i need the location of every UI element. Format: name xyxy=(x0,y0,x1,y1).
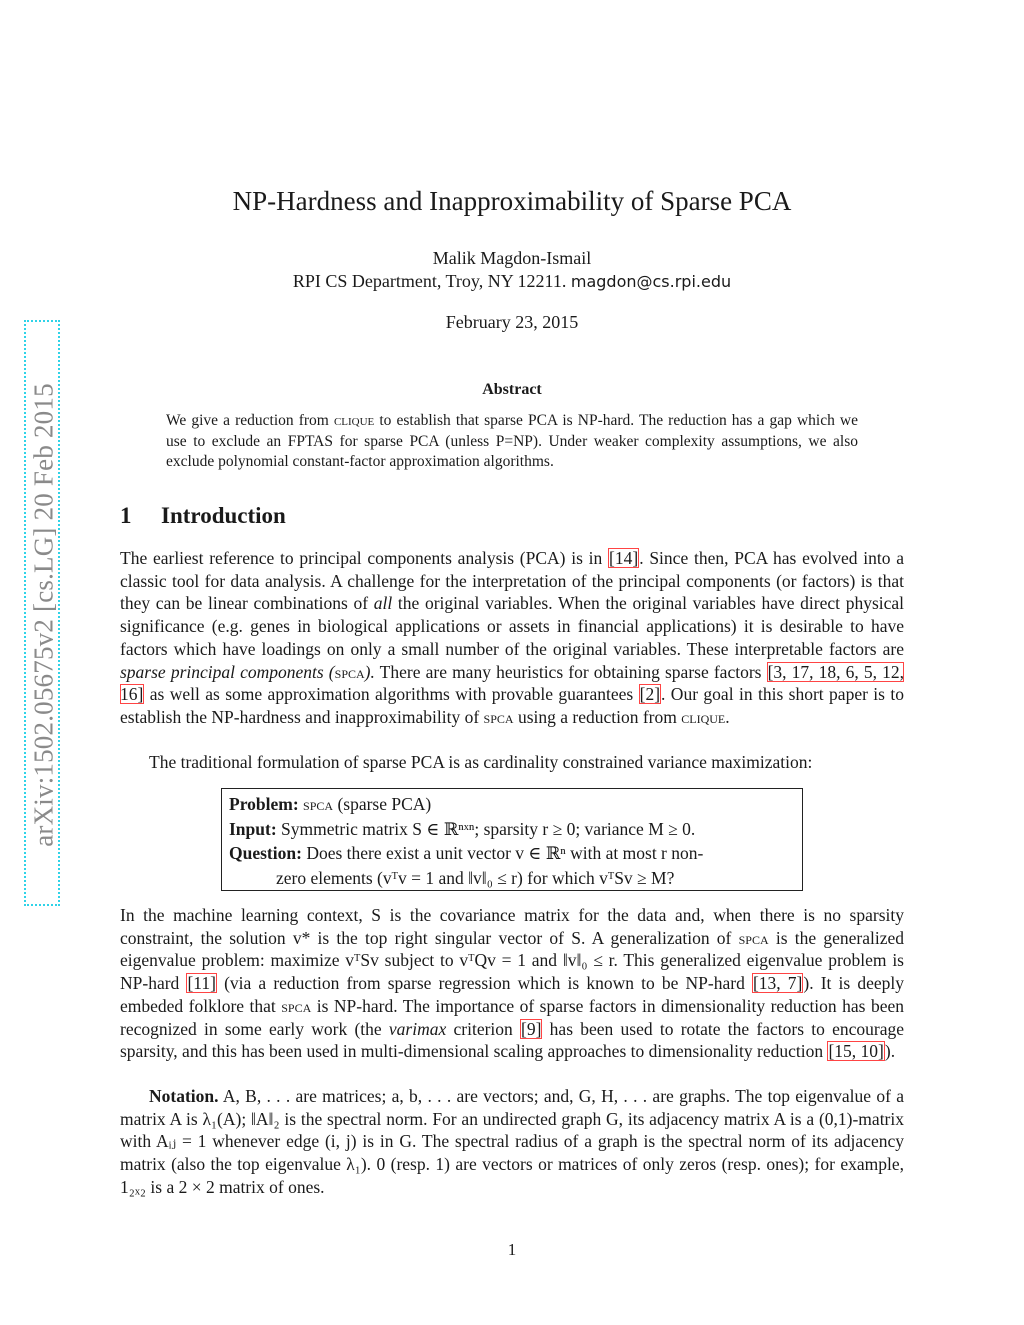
problem-label: Problem: xyxy=(229,794,299,814)
question-continuation: zero elements (vᵀv = 1 and ‖v‖₀ ≤ r) for which vᵀSv ≥ M? xyxy=(276,867,675,888)
clique-term: clique xyxy=(681,706,726,727)
author-name: Malik Magdon-Ismail xyxy=(432,248,592,268)
text-run: . xyxy=(725,706,730,727)
intro-paragraph-2: The traditional formulation of sparse PCA is as cardinality constrained variance maximization: xyxy=(149,752,813,772)
emphasis: all xyxy=(373,593,393,614)
notation-text: A, B, . . . are matrices; a, b, . . . are vectors; and, G, H, . . . are graphs. The top eigenvalue of a matrix A is λ₁(A); ‖A‖₂ is the spectral norm. For an undirected graph G, its adjacency matrix A is a (0,1)-matrix with Aᵢⱼ = 1 whenever edge (i, j) is in G. The spectral radius of a graph is the spectral norm of its adjacency matrix (also the top eigenvalue λ₁). 0 (resp. 1) are vectors or matrices of only zeros (resp. ones); for example, 1₂ₓ₂ is a 2 × 2 matrix of ones. xyxy=(120,1086,904,1197)
text-run: ). It is deeply embeded folklore that xyxy=(120,973,905,1016)
notation-paragraph xyxy=(120,1085,904,1199)
abstract-clique: clique xyxy=(333,412,375,429)
input-text: Symmetric matrix S ∈ ℝⁿˣⁿ; sparsity r ≥ 0; variance M ≥ 0. xyxy=(276,818,696,839)
input-line xyxy=(229,817,795,842)
abstract-heading: Abstract xyxy=(482,381,542,398)
text-run: . Our goal in this short paper is to establish the NP-hardness and inapproximability of xyxy=(120,684,904,727)
problem-name: spca xyxy=(303,794,334,814)
section-number: 1 xyxy=(120,503,132,528)
text-run: ). xyxy=(884,1041,896,1062)
paper-title: NP-Hardness and Inapproximability of Sparse PCA xyxy=(232,186,792,216)
citation-link[interactable]: [3, 17, 18, 6, 5, 12, 16] xyxy=(120,661,904,705)
notation-label: Notation. xyxy=(149,1086,219,1106)
abstract-body xyxy=(166,411,858,473)
section-title: Introduction xyxy=(161,503,286,528)
text-run: is the generalized eigenvalue problem: maximize vᵀSv subject to vᵀQv = 1 and ‖v‖₀ ≤ r. This generalized eigenvalue problem is NP-hard xyxy=(120,927,904,994)
text-run: is NP-hard. The importance of sparse factors in dimensionality reduction has been recognized in some early work (the xyxy=(120,995,904,1039)
spca-term: spca xyxy=(334,661,365,682)
text-run: the original variables. When the original variables have direct physical significance (e.g. genes in biological applications or assets in financial applications) it is desirable to have factors which have loadings on only a small number of the original variables. These interpretable factors are xyxy=(120,593,905,659)
intro-paragraph-1 xyxy=(120,547,904,729)
arxiv-identifier: arXiv:1502.05675v2 [cs.LG] 20 Feb 2015 xyxy=(28,383,59,847)
text-run: The earliest reference to principal components analysis (PCA) is in xyxy=(120,548,609,568)
question-line xyxy=(229,841,795,866)
question-label: Question: xyxy=(229,843,302,863)
author-affiliation xyxy=(0,271,1024,292)
spca-term: spca xyxy=(281,995,312,1016)
section-heading xyxy=(120,503,286,529)
citation-link[interactable]: [9] xyxy=(521,1018,542,1039)
author-email[interactable]: magdon@cs.rpi.edu xyxy=(570,272,732,291)
citation-link[interactable]: [15, 10] xyxy=(828,1041,884,1062)
abstract-text-1: We give a reduction from xyxy=(166,412,334,429)
affiliation-text: RPI CS Department, Troy, NY 12211. xyxy=(292,271,567,291)
spca-term: spca xyxy=(738,927,769,948)
problem-line xyxy=(229,792,795,817)
input-label: Input: xyxy=(229,818,277,839)
text-run: . Since then, PCA has evolved into a classic tool for data analysis. A challenge for the interpretation of the principal components (or factors) is that they can be linear combinations of xyxy=(120,548,904,614)
page-number: 1 xyxy=(507,1240,517,1259)
problem-definition-box xyxy=(221,788,803,891)
spca-term: spca xyxy=(483,706,514,727)
text-run: using a reduction from xyxy=(513,706,682,727)
text-run: has been used to rotate the factors to encourage sparsity, and this has been used in multi-dimensional scaling approaches to dimensionality reduction xyxy=(120,1018,904,1062)
problem-desc: (sparse PCA) xyxy=(333,794,432,814)
question-text: Does there exist a unit vector v ∈ ℝⁿ with at most r non- xyxy=(301,843,704,863)
text-run: (via a reduction from sparse regression which is known to be NP-hard xyxy=(216,973,752,994)
citation-link[interactable]: [13, 7] xyxy=(752,973,803,994)
emphasis: varimax xyxy=(388,1018,447,1039)
intro-paragraph-3 xyxy=(120,904,904,1063)
citation-link[interactable]: [2] xyxy=(639,684,661,705)
abstract-text-2: to establish that sparse PCA is NP-hard. The reduction has a gap which we use to exclude an FPTAS for sparse PCA (unless P=NP). Under weaker complexity assumptions, we also exclude polynomial constant-factor approximation algorithms. xyxy=(166,412,859,470)
text-run: In the machine learning context, S is the covariance matrix for the data and, when there is no sparsity constraint, the solution v* is the top right singular vector of S. A generalization of xyxy=(120,905,904,948)
emphasis: ). xyxy=(364,661,375,682)
citation-link[interactable]: [11] xyxy=(187,973,216,994)
text-run: There are many heuristics for obtaining sparse factors xyxy=(374,661,767,682)
text-run: as well as some approximation algorithms with provable guarantees xyxy=(144,684,639,705)
citation-link[interactable]: [14] xyxy=(609,548,639,568)
emphasis: sparse principal components ( xyxy=(120,661,335,682)
paper-date: February 23, 2015 xyxy=(445,312,579,332)
arxiv-sidebar-stamp xyxy=(24,320,60,906)
text-run: criterion xyxy=(446,1018,521,1039)
